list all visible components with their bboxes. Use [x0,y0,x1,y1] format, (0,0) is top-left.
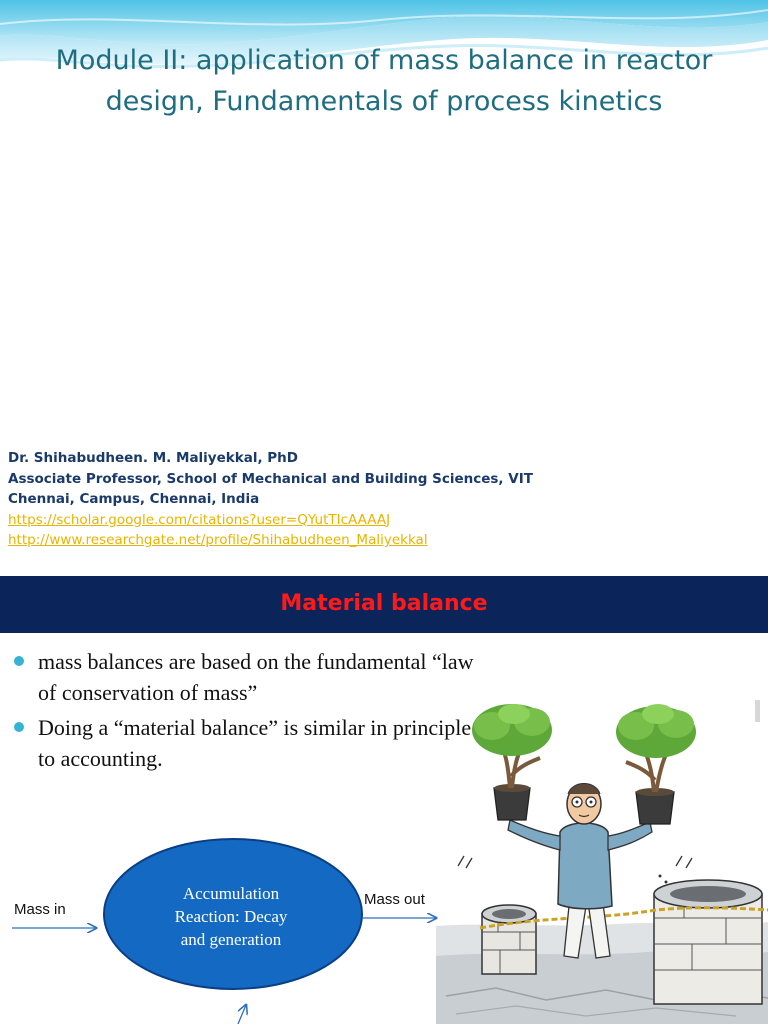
scholar-link[interactable]: https://scholar.google.com/citations?user=QYutTIcAAAAJ [8,511,391,528]
tree-balancing-cartoon [436,696,768,1024]
author-block [8,448,758,551]
bullet-item [14,712,474,774]
material-balance-slide [0,576,768,1024]
bullet-list [14,646,474,778]
mass-out-label: Mass out [364,891,425,908]
author-name: Dr. Shihabudheen. M. Maliyekkal, PhD [8,450,298,466]
slide-title [0,40,768,122]
mass-balance-diagram [0,831,450,1024]
bullet-item [14,646,474,708]
affiliation-line2: Chennai, Campus, Chennai, India [8,491,260,507]
bullet-text-1: mass balances are based on the fundamental “law of conservation of mass” [38,649,474,705]
slide-title-line2: design, Fundamentals of process kinetics [105,86,663,117]
researchgate-link[interactable]: http://www.researchgate.net/profile/Shihabudheen_Maliyekkal [8,532,428,548]
bullet-dot-icon [14,656,24,666]
slide-title-line1: Module II: application of mass balance in reactor [55,45,713,76]
affiliation-line1: Associate Professor, School of Mechanical and Building Sciences, VIT [8,470,533,487]
ellipse-text-line2: Reaction: Decay [174,907,288,926]
bullet-dot-icon [14,722,24,732]
material-balance-title: Material balance [280,591,488,616]
ellipse-text-line3: and generation [180,930,282,949]
bottom-arrow [238,1005,246,1024]
bullet-text-2: Doing a “material balance” is similar in principle to accounting. [38,715,472,771]
side-watermark-decoration [752,698,764,724]
mass-in-label: Mass in [14,901,66,918]
ellipse-text-line1: Accumulation [182,884,280,903]
